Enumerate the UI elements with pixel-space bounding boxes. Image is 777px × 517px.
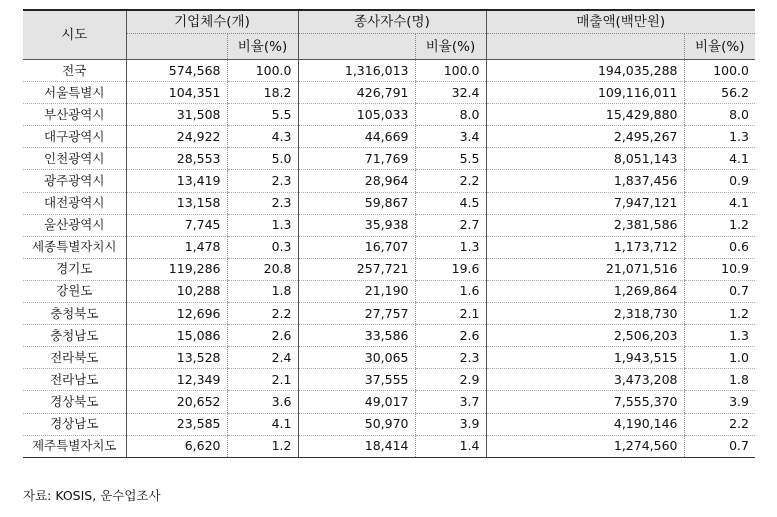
employee-count-cell: 426,791 bbox=[298, 82, 415, 104]
regional-statistics-table bbox=[23, 9, 755, 458]
region-column-header: 시도 bbox=[23, 10, 126, 60]
region-cell: 경상북도 bbox=[23, 391, 126, 413]
company-count-cell: 15,086 bbox=[126, 325, 227, 347]
table-row bbox=[23, 236, 755, 258]
company-count-cell: 13,158 bbox=[126, 192, 227, 214]
region-cell: 울산광역시 bbox=[23, 214, 126, 236]
sales-ratio-cell: 56.2 bbox=[684, 82, 755, 104]
table-row bbox=[23, 280, 755, 302]
table-row bbox=[23, 148, 755, 170]
employee-count-cell: 35,938 bbox=[298, 214, 415, 236]
employee-count-cell: 27,757 bbox=[298, 303, 415, 325]
table-row bbox=[23, 192, 755, 214]
company-count-cell: 12,696 bbox=[126, 303, 227, 325]
company-count-value-subheader bbox=[126, 34, 227, 60]
table-row bbox=[23, 369, 755, 391]
sales-ratio-cell: 0.7 bbox=[684, 435, 755, 457]
employee-ratio-cell: 8.0 bbox=[415, 104, 486, 126]
sales-cell: 2,506,203 bbox=[486, 325, 684, 347]
region-cell: 충청북도 bbox=[23, 303, 126, 325]
company-count-header: 기업체수(개) bbox=[126, 10, 298, 34]
region-cell: 세종특별자치시 bbox=[23, 236, 126, 258]
company-ratio-cell: 2.1 bbox=[227, 369, 298, 391]
sales-cell: 7,947,121 bbox=[486, 192, 684, 214]
employee-ratio-cell: 5.5 bbox=[415, 148, 486, 170]
sales-ratio-cell: 0.7 bbox=[684, 280, 755, 302]
table-row bbox=[23, 214, 755, 236]
employee-count-cell: 33,586 bbox=[298, 325, 415, 347]
employee-count-cell: 21,190 bbox=[298, 280, 415, 302]
table-row bbox=[23, 60, 755, 82]
sales-cell: 2,318,730 bbox=[486, 303, 684, 325]
sales-ratio-cell: 1.3 bbox=[684, 325, 755, 347]
employee-ratio-cell: 2.3 bbox=[415, 347, 486, 369]
sales-cell: 1,837,456 bbox=[486, 170, 684, 192]
table-row bbox=[23, 413, 755, 435]
company-ratio-cell: 18.2 bbox=[227, 82, 298, 104]
employee-ratio-cell: 19.6 bbox=[415, 258, 486, 280]
sales-cell: 109,116,011 bbox=[486, 82, 684, 104]
region-cell: 대전광역시 bbox=[23, 192, 126, 214]
region-cell: 광주광역시 bbox=[23, 170, 126, 192]
region-cell: 인천광역시 bbox=[23, 148, 126, 170]
company-ratio-cell: 2.6 bbox=[227, 325, 298, 347]
region-cell: 대구광역시 bbox=[23, 126, 126, 148]
employee-ratio-cell: 3.7 bbox=[415, 391, 486, 413]
table-header bbox=[23, 10, 755, 60]
company-ratio-cell: 5.5 bbox=[227, 104, 298, 126]
employee-count-cell: 1,316,013 bbox=[298, 60, 415, 82]
employee-count-cell: 105,033 bbox=[298, 104, 415, 126]
sales-ratio-cell: 0.6 bbox=[684, 236, 755, 258]
company-ratio-cell: 2.3 bbox=[227, 192, 298, 214]
sales-cell: 8,051,143 bbox=[486, 148, 684, 170]
sales-cell: 1,269,864 bbox=[486, 280, 684, 302]
region-cell: 전라북도 bbox=[23, 347, 126, 369]
region-cell: 충청남도 bbox=[23, 325, 126, 347]
table-row bbox=[23, 391, 755, 413]
employee-count-cell: 16,707 bbox=[298, 236, 415, 258]
sales-cell: 3,473,208 bbox=[486, 369, 684, 391]
sales-ratio-cell: 1.0 bbox=[684, 347, 755, 369]
company-count-cell: 1,478 bbox=[126, 236, 227, 258]
employee-count-cell: 59,867 bbox=[298, 192, 415, 214]
sales-ratio-cell: 2.2 bbox=[684, 413, 755, 435]
company-ratio-cell: 2.4 bbox=[227, 347, 298, 369]
company-ratio-cell: 4.1 bbox=[227, 413, 298, 435]
employee-count-header: 종사자수(명) bbox=[298, 10, 486, 34]
region-cell: 경상남도 bbox=[23, 413, 126, 435]
employee-ratio-cell: 4.5 bbox=[415, 192, 486, 214]
sales-cell: 15,429,880 bbox=[486, 104, 684, 126]
company-ratio-cell: 100.0 bbox=[227, 60, 298, 82]
company-count-cell: 13,419 bbox=[126, 170, 227, 192]
sales-cell: 2,495,267 bbox=[486, 126, 684, 148]
sales-cell: 194,035,288 bbox=[486, 60, 684, 82]
employee-ratio-cell: 1.6 bbox=[415, 280, 486, 302]
employee-ratio-cell: 32.4 bbox=[415, 82, 486, 104]
employee-count-cell: 49,017 bbox=[298, 391, 415, 413]
sales-cell: 2,381,586 bbox=[486, 214, 684, 236]
sales-cell: 21,071,516 bbox=[486, 258, 684, 280]
table-row bbox=[23, 435, 755, 457]
company-count-cell: 20,652 bbox=[126, 391, 227, 413]
table-row bbox=[23, 104, 755, 126]
company-ratio-cell: 5.0 bbox=[227, 148, 298, 170]
sales-cell: 1,173,712 bbox=[486, 236, 684, 258]
sales-ratio-cell: 10.9 bbox=[684, 258, 755, 280]
table-row bbox=[23, 258, 755, 280]
company-ratio-cell: 0.3 bbox=[227, 236, 298, 258]
company-ratio-subheader: 비율(%) bbox=[227, 34, 298, 60]
employee-count-cell: 30,065 bbox=[298, 347, 415, 369]
sales-ratio-cell: 0.9 bbox=[684, 170, 755, 192]
employee-count-cell: 71,769 bbox=[298, 148, 415, 170]
table-row bbox=[23, 303, 755, 325]
company-ratio-cell: 1.8 bbox=[227, 280, 298, 302]
employee-count-cell: 50,970 bbox=[298, 413, 415, 435]
employee-count-value-subheader bbox=[298, 34, 415, 60]
table-row bbox=[23, 347, 755, 369]
sales-ratio-cell: 1.2 bbox=[684, 303, 755, 325]
statistics-table-container bbox=[23, 9, 755, 458]
employee-count-cell: 37,555 bbox=[298, 369, 415, 391]
source-note: 자료: KOSIS, 운수업조사 bbox=[23, 488, 161, 503]
employee-ratio-cell: 2.1 bbox=[415, 303, 486, 325]
region-cell: 제주특별자치도 bbox=[23, 435, 126, 457]
region-cell: 강원도 bbox=[23, 280, 126, 302]
company-count-cell: 28,553 bbox=[126, 148, 227, 170]
employee-ratio-cell: 2.2 bbox=[415, 170, 486, 192]
employee-ratio-cell: 2.7 bbox=[415, 214, 486, 236]
table-row bbox=[23, 82, 755, 104]
region-cell: 전국 bbox=[23, 60, 126, 82]
company-count-cell: 6,620 bbox=[126, 435, 227, 457]
company-ratio-cell: 2.2 bbox=[227, 303, 298, 325]
company-ratio-cell: 2.3 bbox=[227, 170, 298, 192]
region-cell: 부산광역시 bbox=[23, 104, 126, 126]
sales-cell: 1,943,515 bbox=[486, 347, 684, 369]
sales-value-subheader bbox=[486, 34, 684, 60]
company-count-cell: 7,745 bbox=[126, 214, 227, 236]
company-count-cell: 10,288 bbox=[126, 280, 227, 302]
company-count-cell: 12,349 bbox=[126, 369, 227, 391]
sales-cell: 4,190,146 bbox=[486, 413, 684, 435]
sales-ratio-cell: 100.0 bbox=[684, 60, 755, 82]
company-count-cell: 104,351 bbox=[126, 82, 227, 104]
company-ratio-cell: 3.6 bbox=[227, 391, 298, 413]
region-cell: 경기도 bbox=[23, 258, 126, 280]
employee-ratio-cell: 1.3 bbox=[415, 236, 486, 258]
sales-ratio-cell: 1.8 bbox=[684, 369, 755, 391]
sales-ratio-cell: 4.1 bbox=[684, 192, 755, 214]
sales-header: 매출액(백만원) bbox=[486, 10, 755, 34]
sales-ratio-cell: 8.0 bbox=[684, 104, 755, 126]
sales-cell: 1,274,560 bbox=[486, 435, 684, 457]
sales-cell: 7,555,370 bbox=[486, 391, 684, 413]
employee-ratio-cell: 2.9 bbox=[415, 369, 486, 391]
sales-ratio-cell: 1.2 bbox=[684, 214, 755, 236]
table-row bbox=[23, 126, 755, 148]
employee-ratio-cell: 1.4 bbox=[415, 435, 486, 457]
sales-ratio-cell: 1.3 bbox=[684, 126, 755, 148]
table-row bbox=[23, 170, 755, 192]
employee-ratio-subheader: 비율(%) bbox=[415, 34, 486, 60]
table-row bbox=[23, 325, 755, 347]
employee-count-cell: 28,964 bbox=[298, 170, 415, 192]
company-count-cell: 31,508 bbox=[126, 104, 227, 126]
table-body bbox=[23, 60, 755, 458]
sales-ratio-cell: 3.9 bbox=[684, 391, 755, 413]
employee-count-cell: 44,669 bbox=[298, 126, 415, 148]
company-ratio-cell: 1.3 bbox=[227, 214, 298, 236]
company-ratio-cell: 1.2 bbox=[227, 435, 298, 457]
employee-ratio-cell: 2.6 bbox=[415, 325, 486, 347]
employee-ratio-cell: 100.0 bbox=[415, 60, 486, 82]
region-cell: 전라남도 bbox=[23, 369, 126, 391]
company-ratio-cell: 4.3 bbox=[227, 126, 298, 148]
company-count-cell: 24,922 bbox=[126, 126, 227, 148]
sales-ratio-subheader: 비율(%) bbox=[684, 34, 755, 60]
employee-count-cell: 257,721 bbox=[298, 258, 415, 280]
sales-ratio-cell: 4.1 bbox=[684, 148, 755, 170]
region-cell: 서울특별시 bbox=[23, 82, 126, 104]
company-count-cell: 119,286 bbox=[126, 258, 227, 280]
employee-ratio-cell: 3.9 bbox=[415, 413, 486, 435]
employee-ratio-cell: 3.4 bbox=[415, 126, 486, 148]
company-count-cell: 574,568 bbox=[126, 60, 227, 82]
employee-count-cell: 18,414 bbox=[298, 435, 415, 457]
company-ratio-cell: 20.8 bbox=[227, 258, 298, 280]
company-count-cell: 23,585 bbox=[126, 413, 227, 435]
company-count-cell: 13,528 bbox=[126, 347, 227, 369]
